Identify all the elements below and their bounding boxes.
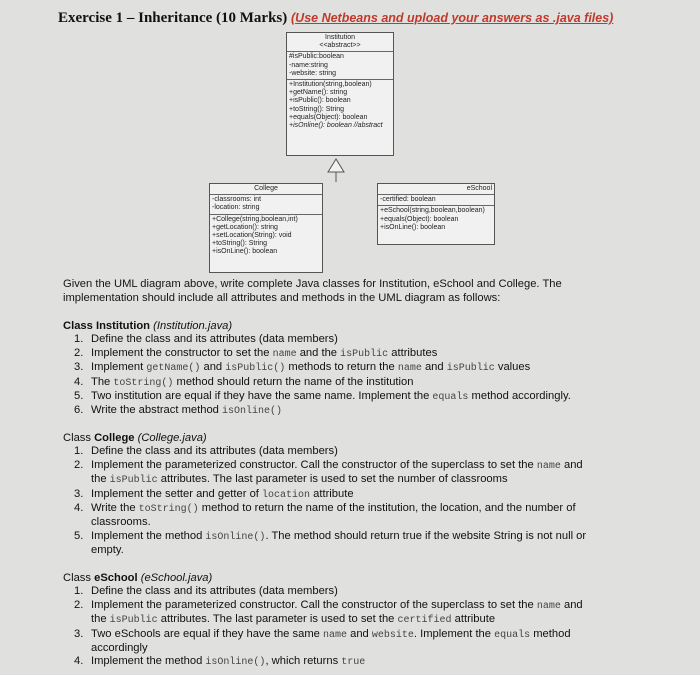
section-eschool: [63, 572, 643, 670]
uml-method: +equals(Object): boolean: [289, 113, 368, 121]
uml-attribute: #isPublic:boolean: [289, 53, 344, 61]
intro-paragraph: [63, 278, 683, 305]
uml-method: +eSchool(string,boolean,boolean): [380, 207, 485, 215]
uml-attribute: -website: string: [289, 69, 337, 77]
heading-bold: College: [94, 432, 135, 444]
uml-college-box: [209, 183, 323, 273]
uml-method: +equals(Object): boolean: [380, 215, 459, 223]
heading-file: (College.java): [137, 432, 207, 444]
uml-institution-methods: [287, 79, 393, 131]
uml-method: +isPublic(): boolean: [289, 97, 351, 105]
heading-file: (eSchool.java): [140, 572, 213, 584]
list-item: 1. Define the class and its attributes (data members): [74, 585, 338, 598]
section-heading: [63, 320, 643, 333]
list-item: 5. Implement the method isOnline(). The method should return true if the website String is not null or empty.: [74, 529, 587, 557]
uml-abstract-method: +isOnline(): boolean //abstract: [289, 122, 383, 130]
uml-method: +getLocation(): string: [212, 223, 278, 231]
uml-college-methods: [210, 214, 322, 258]
uml-method: +College(string,boolean,int): [212, 215, 298, 223]
uml-attribute: -classrooms: int: [212, 196, 262, 204]
list-item: 4. Write the toString() method to return the name of the institution, the location, and the number of classrooms.: [74, 502, 576, 529]
uml-method: +getName(): string: [289, 89, 348, 97]
list-item: 3. Two eSchools are equal if they have the same name and website. Implement the equals method accordingly: [74, 627, 571, 655]
uml-method: +toString(): String: [289, 105, 345, 113]
uml-class-name: College: [254, 185, 278, 192]
list-item: 6. Write the abstract method isOnline(): [74, 404, 283, 418]
list-item: 2. Implement the parameterized constructor. Call the constructor of the superclass to set the name and the isPublic attributes. The last parameter is used to set the number of classrooms: [74, 458, 583, 487]
inheritance-arrow-icon: [0, 155, 700, 205]
uml-attribute: -location: string: [212, 204, 260, 212]
uml-institution-box: [286, 32, 394, 156]
uml-method: +isOnLine(): boolean: [380, 223, 446, 231]
uml-method: +setLocation(String): void: [212, 232, 292, 240]
uml-institution-attributes: [287, 51, 393, 79]
uml-eschool-header: [378, 184, 494, 194]
section-heading: Class eSchool (eSchool.java): [63, 572, 213, 584]
uml-institution-header: [287, 33, 393, 51]
exercise-title: [58, 10, 698, 27]
uml-attribute: -name:string: [289, 61, 328, 69]
title-note: (Use Netbeans and upload your answers as .java files): [291, 11, 614, 25]
uml-method: +Institution(string,boolean): [289, 81, 372, 89]
uml-eschool-box: [377, 183, 495, 245]
intro-line: Given the UML diagram above, write complete Java classes for Institution, eSchool and College. The: [63, 278, 562, 290]
uml-college-header: [210, 184, 322, 194]
list-item: 2. Implement the constructor to set the name and the isPublic attributes: [74, 346, 438, 360]
list-item: 5. Two institution are equal if they have the same name. Implement the equals method accordingly.: [74, 390, 571, 404]
uml-eschool-attributes: [378, 194, 494, 205]
eschool-list: [63, 585, 643, 669]
uml-stereotype: <<abstract>>: [319, 42, 361, 50]
list-item: 4. Implement the method isOnline(), which returns true: [74, 655, 366, 669]
uml-class-name: Institution: [325, 34, 355, 41]
section-college: [63, 432, 643, 558]
section-institution: [63, 320, 643, 419]
list-item: 3. Implement the setter and getter of location attribute: [74, 487, 354, 501]
uml-college-attributes: [210, 194, 322, 213]
college-list: [63, 445, 643, 557]
title-main: Exercise 1 – Inheritance (10 Marks): [58, 10, 288, 26]
institution-list: [63, 333, 643, 418]
list-item: 3. Implement getName() and isPublic() methods to return the name and isPublic values: [74, 361, 531, 375]
uml-method: +toString(): String: [212, 240, 268, 248]
section-heading: Class College (College.java): [63, 432, 207, 444]
heading-file: (Institution.java): [153, 320, 233, 332]
heading-bold: eSchool: [94, 572, 138, 584]
heading-bold: Class Institution: [63, 320, 151, 332]
uml-attribute: -certified: boolean: [380, 196, 436, 204]
uml-eschool-methods: [378, 205, 494, 233]
intro-line: implementation should include all attributes and methods in the UML diagram as follows:: [63, 291, 501, 304]
list-item: 4. The toString() method should return the name of the institution: [74, 375, 414, 389]
uml-method: +isOnLine(): boolean: [212, 248, 278, 256]
uml-class-name: eSchool: [466, 185, 492, 192]
list-item: 1. Define the class and its attributes (data members): [74, 445, 338, 458]
list-item: 1. Define the class and its attributes (data members): [74, 333, 338, 346]
list-item: 2. Implement the parameterized constructor. Call the constructor of the superclass to set the name and the isPublic attributes. The last parameter is used to set the certified attribute: [74, 598, 583, 627]
